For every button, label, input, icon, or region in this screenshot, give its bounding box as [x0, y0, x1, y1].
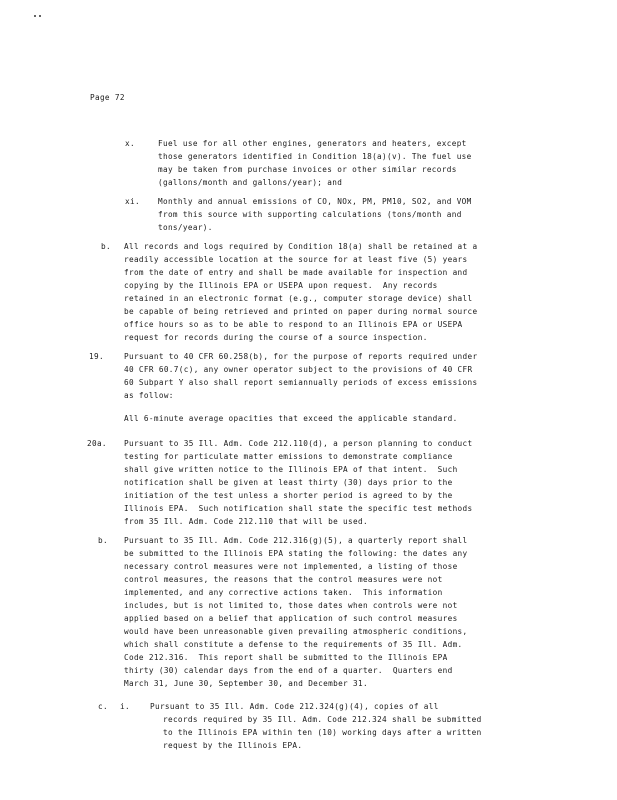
text-line: Code 212.316. This report shall be submitted to the Illinois EPA — [124, 653, 448, 662]
text-line: Pursuant to 40 CFR 60.258(b), for the purpose of reports required under — [124, 352, 478, 361]
section-label-19: 19. — [89, 352, 104, 361]
text-line: retained in an electronic format (e.g., computer storage device) shall — [124, 294, 473, 303]
text-line: which shall constitute a defense to the requirements of 35 Ill. Adm. — [124, 640, 463, 649]
scan-speck — [34, 15, 36, 17]
text-line: notification shall be given at least thirty (30) days prior to the — [124, 478, 453, 487]
item-label-b: b. — [101, 242, 111, 251]
text-line: office hours so as to be able to respond to an Illinois EPA or USEPA — [124, 320, 463, 329]
text-line: All records and logs required by Condition 18(a) shall be retained at a — [124, 242, 478, 251]
text-line: Illinois EPA. Such notification shall state the specific test methods — [124, 504, 473, 513]
text-line: March 31, June 30, September 30, and December 31. — [124, 679, 368, 688]
text-line: implemented, and any corrective actions taken. This information — [124, 588, 443, 597]
text-line: (gallons/month and gallons/year); and — [158, 178, 343, 187]
text-line: thirty (30) calendar days from the end of a quarter. Quarters end — [124, 666, 453, 675]
text-line: be submitted to the Illinois EPA stating the following: the dates any — [124, 549, 468, 558]
text-line: includes, but is not limited to, those dates when controls were not — [124, 601, 458, 610]
text-line: readily accessible location at the source for at least five (5) years — [124, 255, 468, 264]
text-line: initiation of the test unless a shorter period is agreed to by the — [124, 491, 453, 500]
text-line: from this source with supporting calculations (tons/month and — [158, 210, 462, 219]
text-line: Pursuant to 35 Ill. Adm. Code 212.110(d), a person planning to conduct — [124, 439, 473, 448]
text-line: request for records during the course of a source inspection. — [124, 333, 428, 342]
scan-speck — [39, 15, 41, 17]
text-line: from 35 Ill. Adm. Code 212.110 that will be used. — [124, 517, 368, 526]
section-label-20b: b. — [98, 536, 108, 545]
text-line: Pursuant to 35 Ill. Adm. Code 212.324(g)(4), copies of all — [150, 702, 439, 711]
item-label-i: i. — [120, 702, 130, 711]
text-line: 60 Subpart Y also shall report semiannually periods of excess emissions — [124, 378, 478, 387]
section-label-20c: c. — [98, 702, 108, 711]
text-line: request by the Illinois EPA. — [163, 741, 303, 750]
text-line: Monthly and annual emissions of CO, NOx, PM, PM10, SO2, and VOM — [158, 197, 472, 206]
text-line: be capable of being retrieved and printed on paper during normal source — [124, 307, 478, 316]
item-label-xi: xi. — [125, 197, 140, 206]
text-line: may be taken from purchase invoices or other similar records — [158, 165, 457, 174]
text-line: Pursuant to 35 Ill. Adm. Code 212.316(g)(5), a quarterly report shall — [124, 536, 468, 545]
page-number: Page 72 — [90, 93, 125, 102]
text-line: from the date of entry and shall be made available for inspection and — [124, 268, 468, 277]
text-line: 40 CFR 60.7(c), any owner operator subject to the provisions of 40 CFR — [124, 365, 473, 374]
section-label-20a: 20a. — [87, 439, 107, 448]
text-line: records required by 35 Ill. Adm. Code 212.324 shall be submitted — [163, 715, 482, 724]
text-line: as follow: — [124, 391, 174, 400]
text-line: would have been unreasonable given prevailing atmospheric conditions, — [124, 627, 468, 636]
text-line: Fuel use for all other engines, generators and heaters, except — [158, 139, 467, 148]
text-line: those generators identified in Condition 18(a)(v). The fuel use — [158, 152, 472, 161]
item-label-x: x. — [125, 139, 135, 148]
text-line: necessary control measures were not implemented, a listing of those — [124, 562, 458, 571]
text-line: control measures, the reasons that the control measures were not — [124, 575, 443, 584]
text-line: All 6-minute average opacities that exceed the applicable standard. — [124, 414, 458, 423]
text-line: tons/year). — [158, 223, 213, 232]
text-line: shall give written notice to the Illinois EPA of that intent. Such — [124, 465, 458, 474]
text-line: applied based on a belief that application of such control measures — [124, 614, 458, 623]
text-line: copying by the Illinois EPA or USEPA upon request. Any records — [124, 281, 438, 290]
text-line: testing for particulate matter emissions to demonstrate compliance — [124, 452, 453, 461]
text-line: to the Illinois EPA within ten (10) working days after a written — [163, 728, 482, 737]
